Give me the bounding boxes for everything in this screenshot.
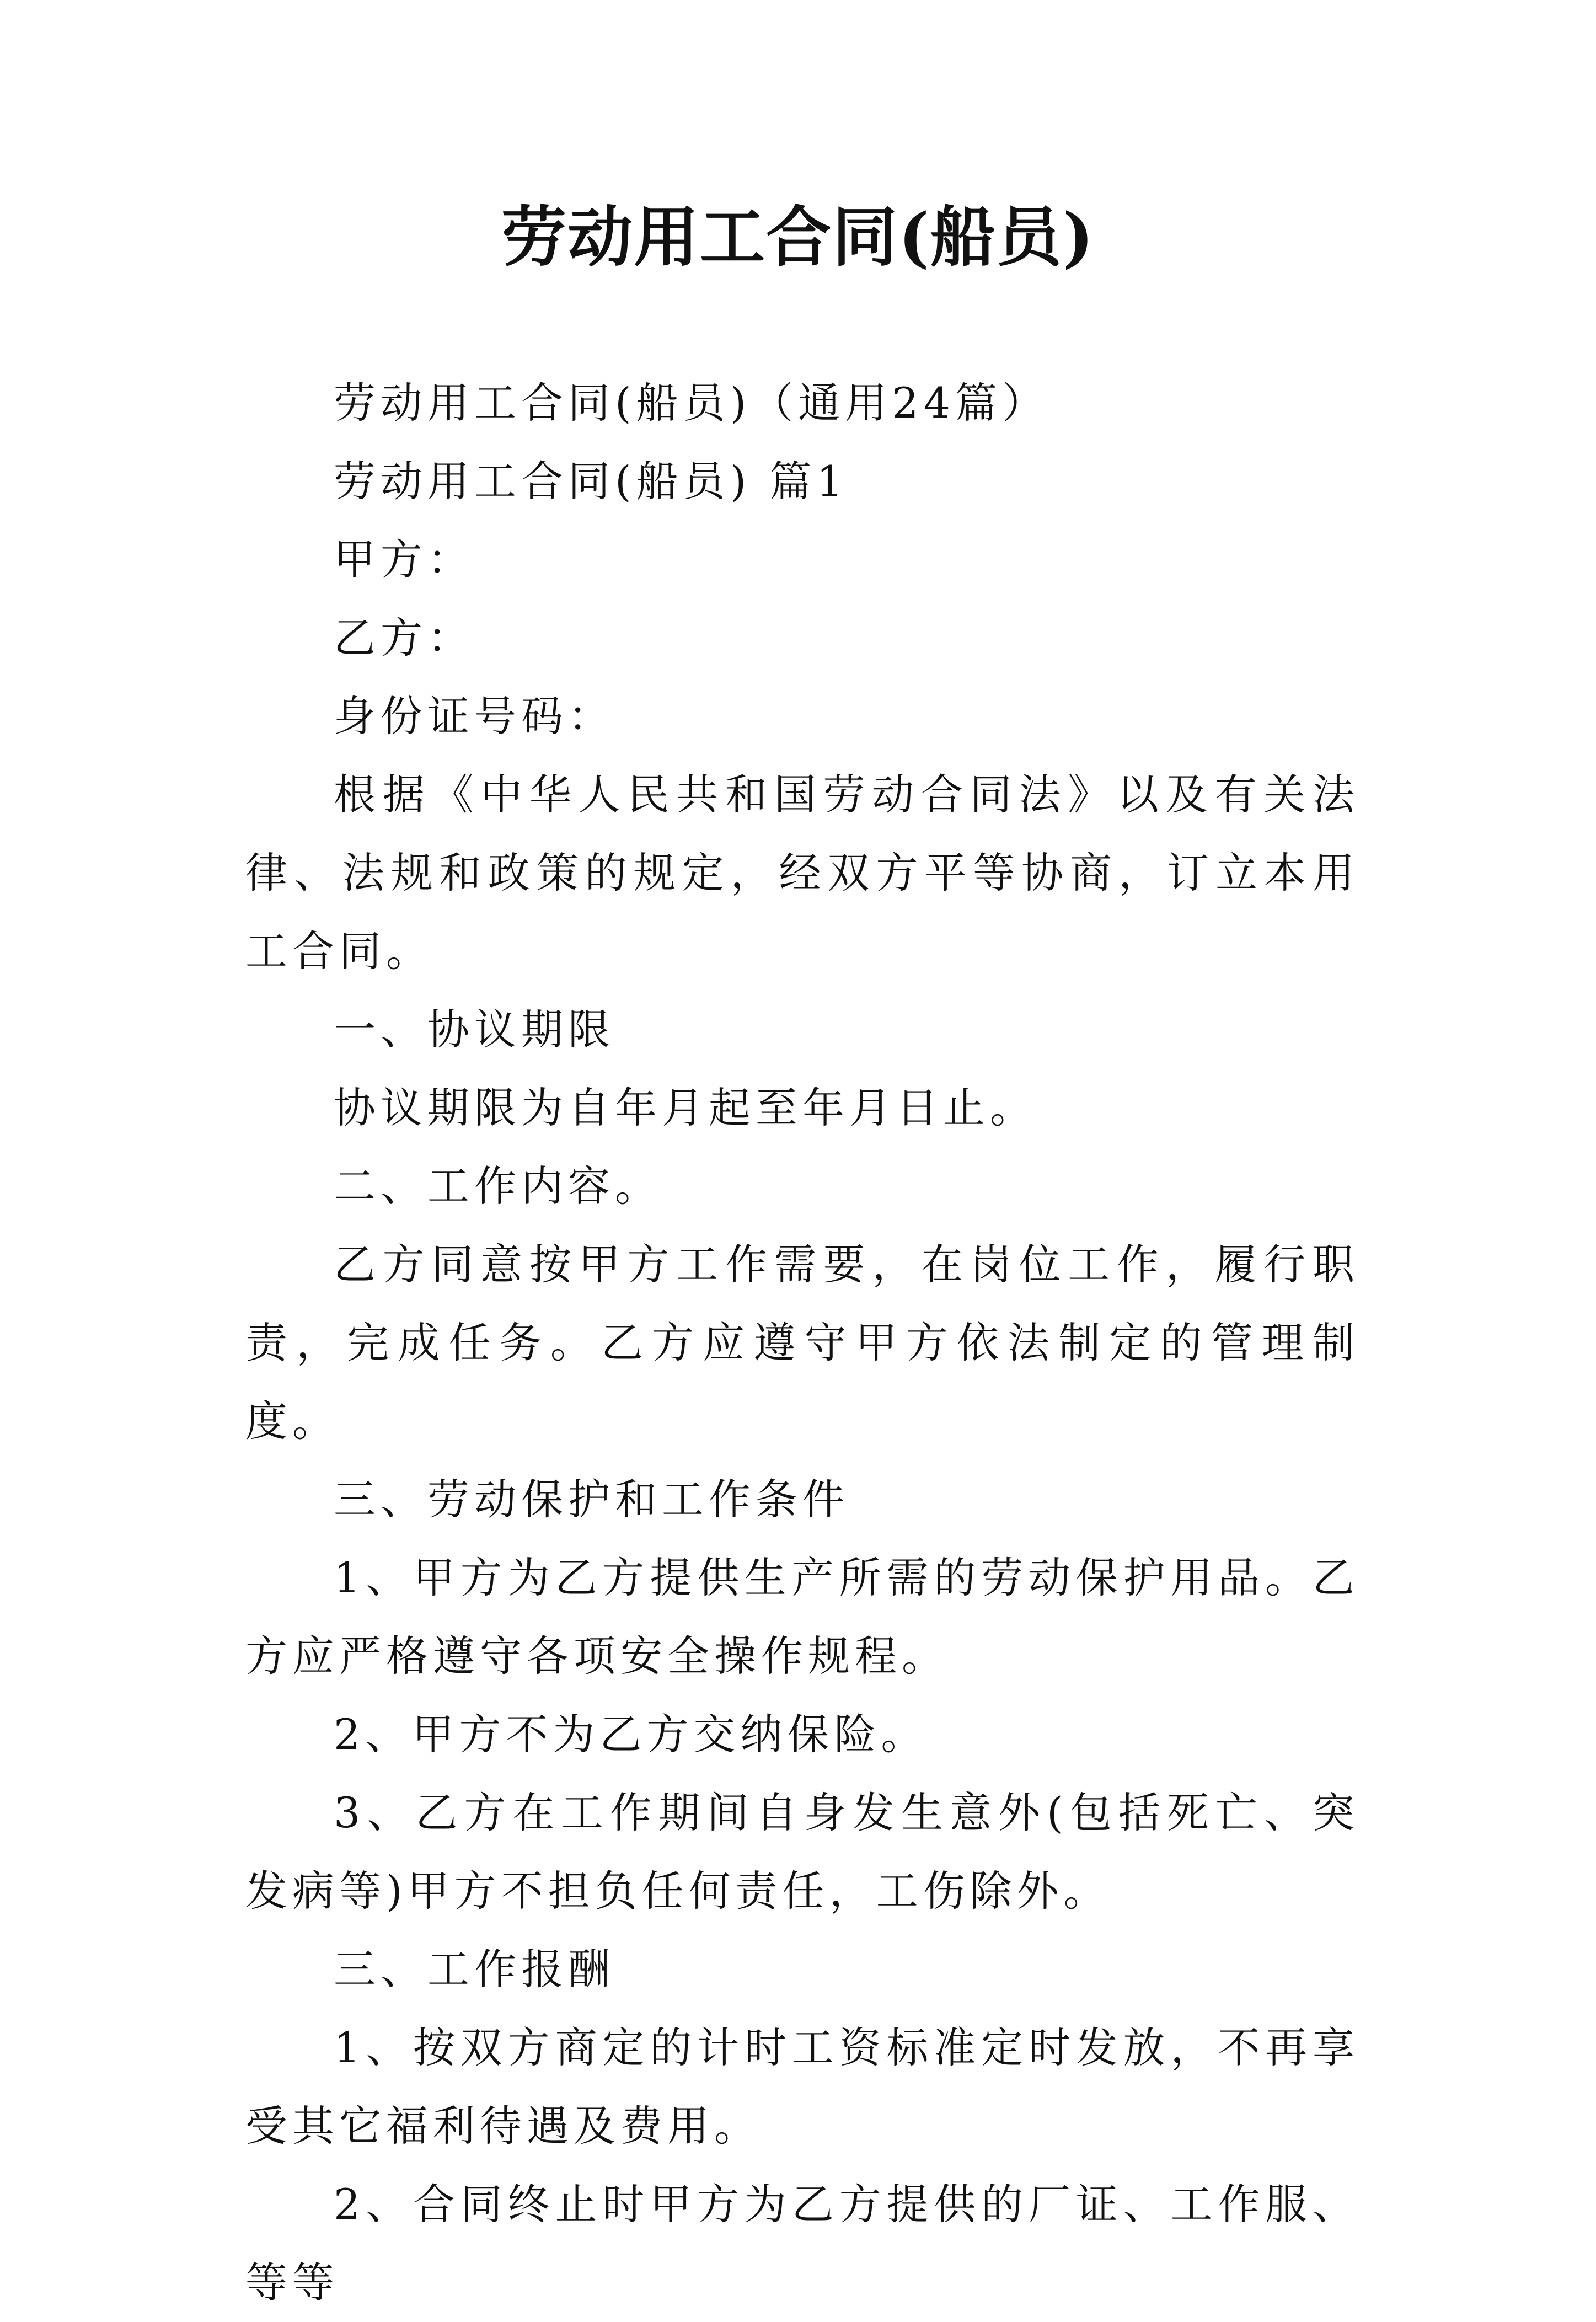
document-title: 劳动用工合同(船员) [501,199,1095,275]
paragraph-pay-2: 2、合同终止时甲方为乙方提供的厂证、工作服、等等 [245,2180,1359,2307]
paragraph-protection-1: 1、甲方为乙方提供生产所需的劳动保护用品。乙方应严格遵守各项安全操作规程。 [245,1553,1359,1681]
paragraph-work: 乙方同意按甲方工作需要，在岗位工作，履行职责，完成任务。乙方应遵守甲方依法制定的管理制度。 [245,1240,1359,1446]
paragraph-protection-3: 3、乙方在工作期间自身发生意外(包括死亡、突发病等)甲方不担负任何责任，工伤除外。 [245,1788,1359,1916]
section-heading-pay: 三、工作报酬 [334,1945,615,1994]
paragraph-basis: 根据《中华人民共和国劳动合同法》以及有关法律、法规和政策的规定，经双方平等协商，订立本用工合同。 [245,770,1359,976]
paragraph-subtitle: 劳动用工合同(船员)（通用24篇） [334,378,1049,427]
paragraph-term: 协议期限为自年月起至年月日止。 [334,1083,1037,1132]
paragraph-part-heading: 劳动用工合同(船员) 篇1 [334,457,848,506]
document-body [245,364,1359,2322]
section-heading-term: 一、协议期限 [334,1005,615,1054]
section-heading-work: 二、工作内容。 [334,1162,662,1211]
paragraph-party-a: 甲方： [334,535,474,584]
paragraph-id-number: 身份证号码： [334,692,615,741]
paragraph-party-b: 乙方： [334,613,474,662]
section-heading-protection: 三、劳动保护和工作条件 [334,1475,849,1524]
paragraph-pay-1: 1、按双方商定的计时工资标准定时发放，不再享受其它福利待遇及费用。 [245,2023,1359,2150]
paragraph-protection-2: 2、甲方不为乙方交纳保险。 [334,1710,928,1759]
